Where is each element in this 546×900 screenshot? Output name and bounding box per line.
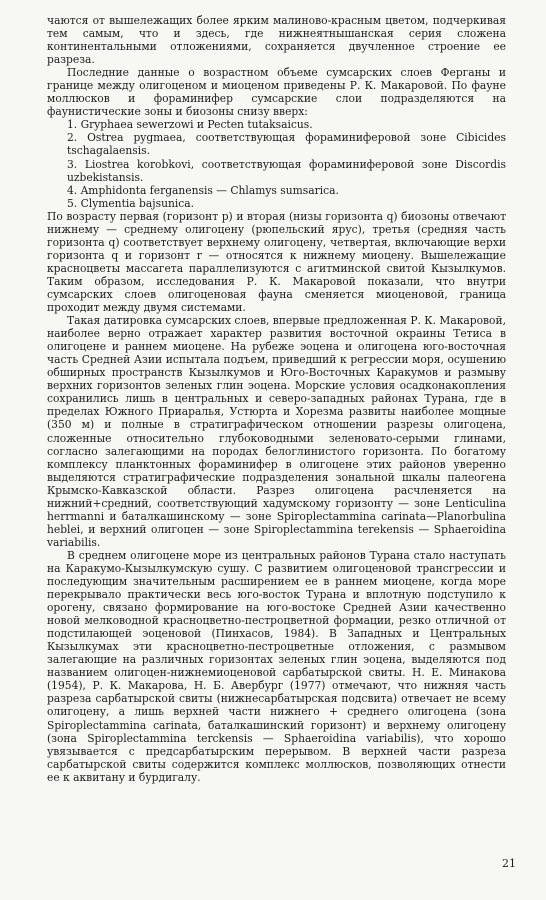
paragraph-dating: Такая датировка сумсарских слоев, впервые предложенная Р. К. Макаровой, наиболее верно отражает характер развития восточной окраины Тетиса в олигоцене и раннем миоцене. На рубеже эоцена и олигоцена юго-восточная часть Средней Азии испытала подъем, приведший к регрессии моря, осушению обширных пространств Кызылкумов и Юго-Восточных Каракумов и размыву верхних горизонтов зеленых глин эоцена. Морские условия осадконакопления сохранились лишь в центральных и северо-западных районах Турана, где в пределах Южного Приаралья, Устюрта и Хорезма развиты наиболее мощные (350 м) и полные в стратиграфическом отношении разрезы олигоцена, сложенные относительно глубоководными зеленовато-серыми глинами, согласно залегающими на породах белоглинистого горизонта. По богатому комплексу планктонных фораминифер в олигоцене этих районов уверенно выделяются стратиграфические подразделения зональной шкалы палеогена Крымско-Кавказской области. Разрез олигоцена расчленяется на нижний+средний, соответствующий хадумскому горизонту — зоне Lenticulina herrmanni и баталкашинскому — зоне Spiroplectammina carinata—Planorbulina heblei, и верхний олигоцен — зоне Spiroplectammina terekensis — Sphaeroidina variabilis. — [47, 314, 506, 549]
paragraph-biozone-ages: По возрасту первая (горизонт р) и вторая (низы горизонта q) биозоны отвечают нижнему — среднему олигоцену (рюпельский ярус), третья (средняя часть горизонта q) соответствует верхнему олигоцену, четвертая, включающие верхи горизонта q и горизонт r — относятся к нижнему миоцену. Вышележащие красноцветы массагета параллелизуются с агитминской свитой Кызылкумов. Таким образом, исследования Р. К. Макаровой показали, что внутри сумсарских слоев олигоценовая фауна сменяется миоценовой, граница проходит между двумя системами. — [47, 209, 506, 315]
page-number: 21 — [502, 857, 516, 870]
paragraph-continuation: чаются от вышележащих более ярким малиново-красным цветом, подчеркивая тем самым, что и здесь, где нижнеятнышанская серия сложена континентальными отложениями, сохраняется двучленное строение ее разреза. — [47, 14, 506, 67]
body-text — [47, 14, 506, 784]
zone-item-1: 1. Gryphaea sewerzowi и Pecten tutaksaicus. — [67, 118, 313, 132]
paragraph-sumsar-intro: Последние данные о возрастном объеме сумсарских слоев Ферганы и границе между олигоценом и миоценом приведены Р. К. Макаровой. По фауне моллюсков и фораминифер сумсарские слои подразделяются на фаунистические зоны и биозоны снизу вверх: — [47, 66, 506, 119]
paragraph-middle-oligocene: В среднем олигоцене море из центральных районов Турана стало наступать на Каракумо-Кызылкумскую сушу. С развитием олигоценовой трансгрессии и последующим значительным расширением ее в раннем миоцене, когда море перекрывало практически весь юго-восток Турана и вплотную подступило к орогену, связано формирование на юго-востоке Средней Азии качественно новой мелководной красноцветно-пестроцветной формации, резко отличной от подстилающей эоценовой (Пинхасов, 1984). В Западных и Центральных Кызылкумах эти красноцветно-пестроцветные отложения, с размывом залегающие на различных горизонтах зеленых глин эоцена, выделяются под названием олигоцен-нижнемиоценовой сарбатырской свиты. Н. Е. Минакова (1954), Р. К. Макарова, Н. Б. Авербург (1977) отмечают, что нижняя часть разреза сарбатырской свиты (нижнесарбатырская подсвита) отвечает не всему олигоцену, а лишь верхней части нижнего + среднего олигоцена (зона Spiroplectammina carinata, баталкашинский горизонт) и верхнему олигоцену (зона Spiroplectammina terckensis — Sphaeroidina variabilis), что хорошо увязывается с предсарбатырским перерывом. В верхней части разреза сарбатырской свиты содержится комплекс моллюсков, позволяющих отнести ее к аквитану и бурдигалу. — [47, 548, 506, 784]
zone-item-4: 4. Amphidonta ferganensis — Chlamys sumsarica. — [67, 183, 339, 197]
zone-item-2: 2. Ostrea pygmaea, соответствующая фораминиферовой зоне Cibicides tschagalaensis. — [67, 131, 506, 158]
zone-item-3: 3. Liostrea korobkovi, соответствующая фораминиферовой зоне Discordis uzbekistansis. — [67, 157, 506, 184]
zone-item-5: 5. Clymentia bajsunica. — [67, 196, 195, 210]
